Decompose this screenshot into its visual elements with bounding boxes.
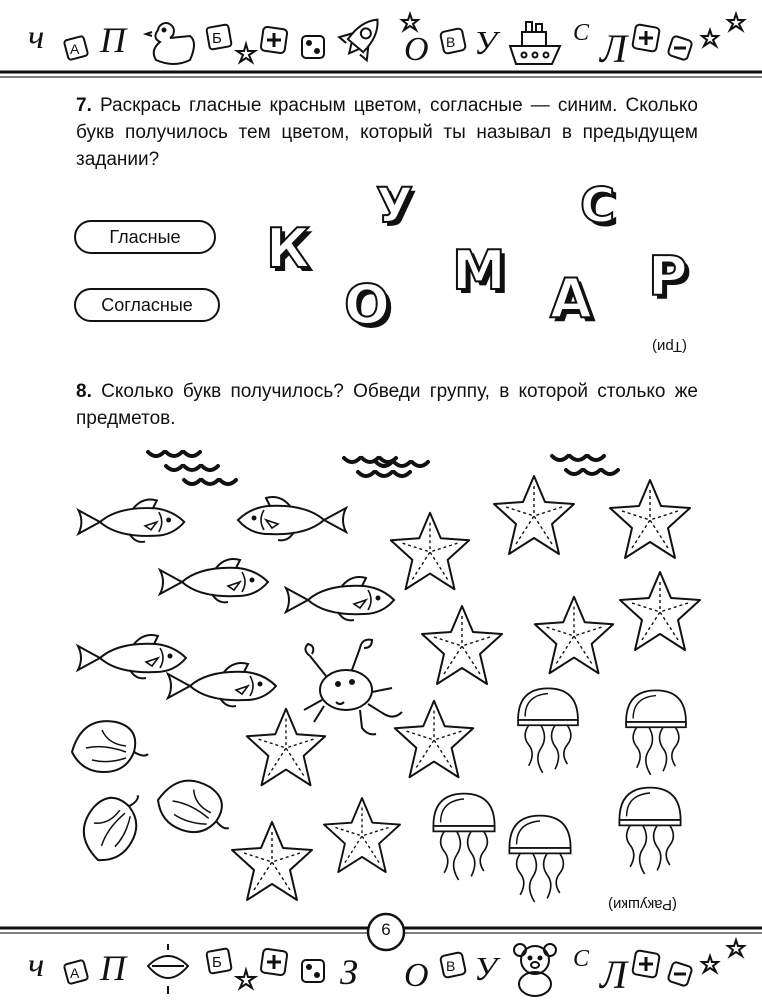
- letter-m[interactable]: М: [452, 239, 506, 302]
- top-spinning-icon: [148, 944, 188, 994]
- starfish-group[interactable]: [232, 476, 700, 900]
- task-8-instructions: Сколько букв получилось? Обведи группу, в которой столько же предметов.: [76, 381, 698, 429]
- starfish-9: [232, 822, 312, 900]
- svg-text:Л: Л: [600, 952, 628, 997]
- task-8-number: 8.: [76, 381, 92, 402]
- jellyfish-4: [509, 816, 570, 902]
- fish-3: [160, 559, 268, 602]
- consonants-label: Согласные: [101, 294, 193, 315]
- starfish-8: [395, 701, 473, 777]
- jellyfish-2: [626, 690, 686, 774]
- fish-1: [78, 499, 184, 541]
- starfish-7: [247, 709, 325, 785]
- starfish-10: [324, 798, 400, 872]
- letter-che-glyph: ч: [28, 19, 45, 56]
- svg-text:ч: ч: [28, 947, 45, 984]
- svg-text:С: С: [573, 946, 590, 972]
- fish-2: [238, 497, 346, 540]
- jellyfish-5: [619, 788, 680, 874]
- letter-r[interactable]: Р: [648, 245, 688, 308]
- fish-6: [168, 663, 276, 706]
- shell-2: [151, 771, 240, 845]
- letter-k[interactable]: К: [266, 217, 311, 280]
- svg-text:Б: Б: [212, 954, 222, 971]
- svg-text:П: П: [100, 20, 126, 60]
- svg-text:С: С: [573, 20, 590, 46]
- jellyfish-1: [518, 688, 578, 772]
- waves-middle: [344, 458, 428, 476]
- letter-o[interactable]: О: [344, 273, 390, 336]
- letter-a[interactable]: А: [550, 267, 592, 330]
- svg-text:У: У: [474, 25, 497, 62]
- letter-u[interactable]: У: [376, 178, 414, 234]
- starfish-2: [494, 476, 574, 554]
- svg-text:О: О: [404, 31, 429, 68]
- shell-3: [71, 779, 153, 870]
- crab-icon[interactable]: [304, 640, 402, 735]
- svg-text:О: О: [404, 957, 429, 994]
- starfish-1: [391, 513, 469, 589]
- waves-left: [148, 452, 236, 484]
- starfish-6: [620, 572, 700, 650]
- teddy-bear-icon: [514, 944, 556, 996]
- letter-s[interactable]: С: [580, 178, 616, 234]
- starfish-5: [535, 597, 613, 673]
- svg-text:В: В: [446, 34, 456, 50]
- jellyfish-3: [433, 794, 494, 880]
- svg-text:П: П: [100, 948, 126, 988]
- svg-text:Б: Б: [212, 30, 222, 47]
- svg-text:З: З: [340, 952, 358, 992]
- vowels-label: Гласные: [109, 226, 181, 247]
- task-7-instructions: Раскрась гласные красным цветом, согласные — синим. Сколько букв получилось тем цветом, который ты называл в предыдущем задании?: [76, 95, 698, 170]
- waves-right: [552, 456, 618, 474]
- svg-text:У: У: [474, 951, 497, 988]
- fish-4: [286, 577, 394, 620]
- starfish-3: [610, 480, 690, 558]
- task-7-number: 7.: [76, 95, 92, 116]
- task-7-answer: (Три): [652, 338, 688, 355]
- shell-group[interactable]: [71, 721, 240, 870]
- task-8-answer: (Ракушки): [608, 896, 678, 913]
- svg-text:А: А: [70, 41, 80, 57]
- shell-1: [72, 721, 148, 772]
- svg-text:А: А: [70, 965, 80, 981]
- svg-text:В: В: [446, 958, 456, 974]
- starfish-4: [422, 606, 502, 684]
- page-number: 6: [381, 920, 391, 939]
- fish-5: [78, 635, 186, 678]
- jellyfish-group[interactable]: [433, 688, 686, 902]
- svg-text:Л: Л: [600, 26, 628, 71]
